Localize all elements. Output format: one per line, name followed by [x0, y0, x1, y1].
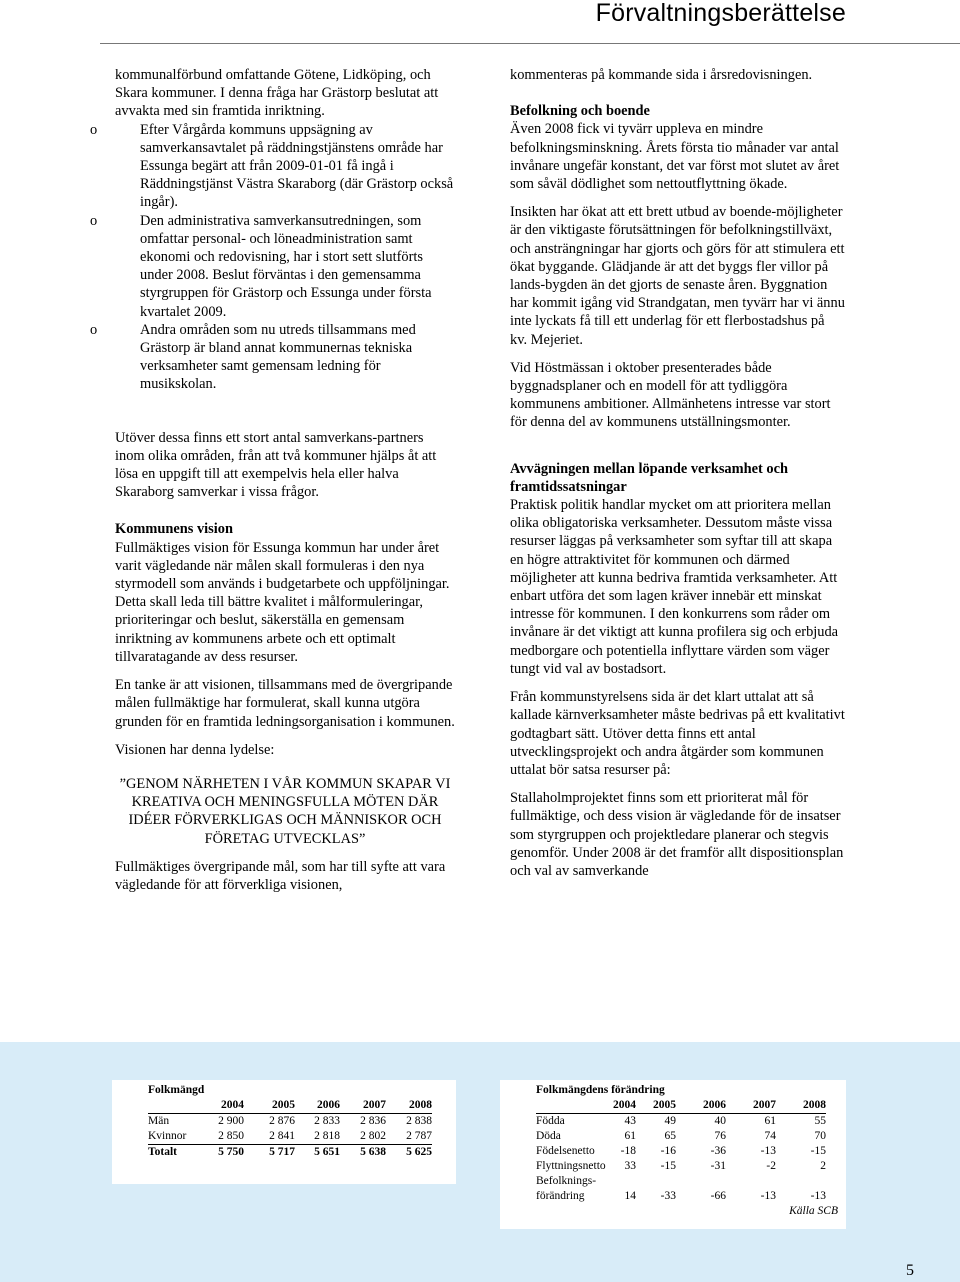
table-cell: 55 — [814, 1115, 826, 1127]
population-table-box — [112, 1080, 456, 1184]
year-header: 2006 — [676, 1098, 726, 1114]
balance-paragraph-1: Praktisk politik handlar mycket om att prioritera mellan olika obligatoriska verksamheter. Dessutom måste vissa resurser läggas på verksamheter som syftar till att skapa en högre attraktivitet för kommunen och därmed möjligheter att kunna bedriva framtida verksamheter. Att enbart utföra det som lagen kräver innebär ett minskat intresse för kommunen. I den konkurrens som råder om invånare är det viktigt att kunna profilera sig och erbjuda medborgare och potentiella inflyttare värden som väger tungt vid val av bostadsort. — [510, 497, 839, 677]
table-cell: -33 — [660, 1190, 676, 1202]
vision-paragraph-3: Visionen har denna lydelse: — [115, 741, 275, 758]
year-header: 2008 — [386, 1098, 432, 1114]
population-paragraph-1: Även 2008 fick vi tyvärr uppleva en mindre befolkningsminskning. Årets första tio månader var antal invånare ungefär konstant, det var först mot slutet av året som såväl dödlighet som nettoutflyttning ökade. — [510, 121, 840, 193]
row-label: Flyttningsnetto — [536, 1160, 606, 1172]
year-header: 2004 — [204, 1098, 244, 1114]
table-cell: 2 802 — [360, 1130, 386, 1142]
left-column — [90, 66, 455, 894]
table-row — [148, 1114, 432, 1130]
table-cell: -13 — [760, 1145, 776, 1157]
list-item — [90, 121, 455, 212]
table-cell: -13 — [760, 1190, 776, 1202]
table-cell: 49 — [664, 1115, 676, 1127]
balance-paragraph-3: Stallaholmprojektet finns som ett prioriterat mål för fullmäktige, och dess vision är vägledande för de insatser som styrgruppen och projektledare planerar och stegvis genomför. Under 2008 är det framför allt dispositionsplan och val av samverkande — [510, 790, 844, 879]
table-row — [148, 1129, 432, 1145]
bullet-marker: o — [90, 121, 98, 138]
table-cell: 2 900 — [218, 1115, 244, 1127]
vision-paragraph-1: Fullmäktiges vision för Essunga kommun har under året varit vägledande när målen skall formuleras i den nya styrmodell som används i budgetarbete och uppföljningar. Detta skall leda till bättre kvalitet i målformuleringar, prioriteringar och beslut, säkerställa en gemensam inriktning av kommunens arbete och ett optimalt tillvaratagande av dess resurser. — [115, 539, 450, 665]
table-cell: 5 717 — [244, 1145, 295, 1161]
table-row — [536, 1129, 826, 1144]
year-header: 2007 — [340, 1098, 386, 1114]
table-row — [536, 1159, 826, 1174]
table-cell: 74 — [764, 1130, 776, 1142]
partners-paragraph: Utöver dessa finns ett stort antal samverkans-partners inom olika områden, från att två kommuner hjälps åt att lösa en uppgift till att exempelvis hela eller halva Skaraborg samverkar i vissa frågor. — [115, 429, 437, 501]
vision-paragraph-2: En tanke är att visionen, tillsammans med de övergripande målen fullmäktige har formulerat, skall kunna utgöra grunden för en framtida ledningsorganisation i kommunen. — [115, 677, 455, 730]
list-item-text: Den administrativa samverkansutredningen, som omfattar personal- och löneadministration samt ekonomi och redovisning, har i stort sett slutförts under 2008. Beslut förväntas i den gemensamma styrgruppen för Grästorp och Essunga under första kvartalet 2009. — [140, 212, 432, 320]
row-label: förändring — [536, 1190, 585, 1202]
table-cell: 5 651 — [295, 1145, 340, 1161]
balance-heading: Avvägningen mellan löpande verksamhet och framtidssatsningar — [510, 460, 788, 495]
table-cell: -18 — [620, 1145, 636, 1157]
population-change-table-box — [500, 1080, 846, 1229]
row-label: Befolknings- — [536, 1175, 597, 1187]
bullet-marker: o — [90, 212, 98, 229]
table-cell: 5 625 — [386, 1145, 432, 1161]
vision-quote: ”GENOM NÄRHETEN I VÅR KOMMUN SKAPAR VI KREATIVA OCH MENINGSFULLA MÖTEN DÄR IDÉER FÖRVERKLIGAS OCH MÄNNISKOR OCH FÖRETAG UTVECKLAS” — [119, 775, 451, 847]
table-cell: 2 850 — [218, 1130, 244, 1142]
year-header: 2005 — [244, 1098, 295, 1114]
table-cell: 70 — [814, 1130, 826, 1142]
table-cell: -66 — [710, 1190, 726, 1202]
table-cell: -31 — [710, 1160, 726, 1172]
table-row — [536, 1174, 826, 1189]
right-column — [510, 66, 845, 880]
collaboration-list — [90, 121, 455, 394]
table-cell: 61 — [624, 1130, 636, 1142]
table-cell: 61 — [764, 1115, 776, 1127]
table-cell: -36 — [710, 1145, 726, 1157]
population-paragraph-2: Insikten har ökat att ett brett utbud av boende-möjligheter är den viktigaste förutsättningen för befolkningstillväxt, och ansträngningar har gjorts och görs för att stimulera ett ökat byggande. Glädjande är att det byggs fler villor på lands-bygden än det gjorts de senaste åren. Byggnation har kommit igång vid Strandgatan, men tyvärr har vi ännu inte lyckats få till ett underlag för ett flerbostadshus på kv. Mejeriet. — [510, 204, 845, 348]
table-row — [536, 1144, 826, 1159]
table-cell: -15 — [660, 1160, 676, 1172]
population-table-title: Folkmängd — [148, 1084, 205, 1096]
bullet-marker: o — [90, 321, 98, 338]
table-cell: 2 841 — [269, 1130, 295, 1142]
row-label: Födelsenetto — [536, 1145, 595, 1157]
header-divider — [100, 43, 960, 44]
table-cell: 14 — [624, 1190, 636, 1202]
continuation-paragraph: kommunalförbund omfattande Götene, Lidköping, och Skara kommuner. I denna fråga har Grästorp beslutat att avvakta med sin framtida inriktning. — [115, 67, 439, 120]
table-header-row — [536, 1098, 826, 1114]
table-cell: -16 — [660, 1145, 676, 1157]
table-cell: 33 — [624, 1160, 636, 1172]
table-cell: 5 638 — [340, 1145, 386, 1161]
table-cell: 2 838 — [406, 1115, 432, 1127]
year-header: 2006 — [295, 1098, 340, 1114]
source-note: Källa SCB — [789, 1205, 838, 1217]
year-header: 2008 — [776, 1098, 826, 1114]
table-cell: -2 — [766, 1160, 776, 1172]
table-cell: 76 — [714, 1130, 726, 1142]
page-number: 5 — [906, 1262, 914, 1279]
table-row — [536, 1189, 826, 1204]
list-item — [90, 212, 455, 321]
row-label: Män — [148, 1115, 170, 1127]
vision-paragraph-4: Fullmäktiges övergripande mål, som har till syfte att vara vägledande för att förverkliga visionen, — [115, 858, 446, 893]
row-label: Totalt — [148, 1145, 204, 1161]
table-cell: -15 — [810, 1145, 826, 1157]
table-header-row — [148, 1098, 432, 1114]
population-change-table — [536, 1098, 826, 1204]
table-row — [536, 1114, 826, 1130]
row-label: Kvinnor — [148, 1130, 187, 1142]
list-item-text: Efter Vårgårda kommuns uppsägning av samverkansavtalet på räddningstjänstens område har Essunga begärt att från 2009-01-01 få ingå i Räddningstjänst Västra Skaraborg (där Grästorp också ingår). — [140, 121, 454, 211]
table-cell: 2 818 — [314, 1130, 340, 1142]
table-cell: 40 — [714, 1115, 726, 1127]
list-item — [90, 321, 455, 394]
table-cell: 65 — [664, 1130, 676, 1142]
list-item-text: Andra områden som nu utreds tillsammans med Grästorp är bland annat kommunernas tekniska verksamheter samt gemensam ledning för musikskolan. — [140, 321, 416, 393]
population-change-table-title: Folkmängdens förändring — [536, 1084, 665, 1096]
year-header: 2005 — [636, 1098, 676, 1114]
year-header: 2007 — [726, 1098, 776, 1114]
balance-paragraph-2: Från kommunstyrelsens sida är det klart uttalat att så kallade kärnverksamheter måste bedrivas på ett kvalitativt godtagbart sätt. Utöver detta finns ett antal utvecklingsprojekt och andra åtgärder som kommunen uttalat bör satsa resurser på: — [510, 689, 845, 778]
page-header-title: Förvaltningsberättelse — [595, 0, 846, 27]
table-row-total — [148, 1145, 432, 1161]
table-cell: 2 — [820, 1160, 826, 1172]
table-cell: 2 876 — [269, 1115, 295, 1127]
table-cell: 5 750 — [204, 1145, 244, 1161]
table-cell: 2 833 — [314, 1115, 340, 1127]
table-cell: 43 — [624, 1115, 636, 1127]
table-cell: -13 — [810, 1190, 826, 1202]
vision-heading: Kommunens vision — [115, 521, 233, 538]
row-label: Döda — [536, 1130, 561, 1142]
year-header: 2004 — [606, 1098, 636, 1114]
population-table — [148, 1098, 432, 1160]
table-cell: 2 836 — [360, 1115, 386, 1127]
continuation-paragraph: kommenteras på kommande sida i årsredovisningen. — [510, 67, 813, 83]
table-cell: 2 787 — [406, 1130, 432, 1142]
row-label: Födda — [536, 1115, 565, 1127]
population-heading: Befolkning och boende — [510, 103, 650, 120]
population-paragraph-3: Vid Höstmässan i oktober presenterades både byggnadsplaner och en modell för att tydliggöra kommunens ambitioner. Allmänhetens intresse var stort för denna del av kommunens utställningsmonter. — [510, 359, 831, 431]
